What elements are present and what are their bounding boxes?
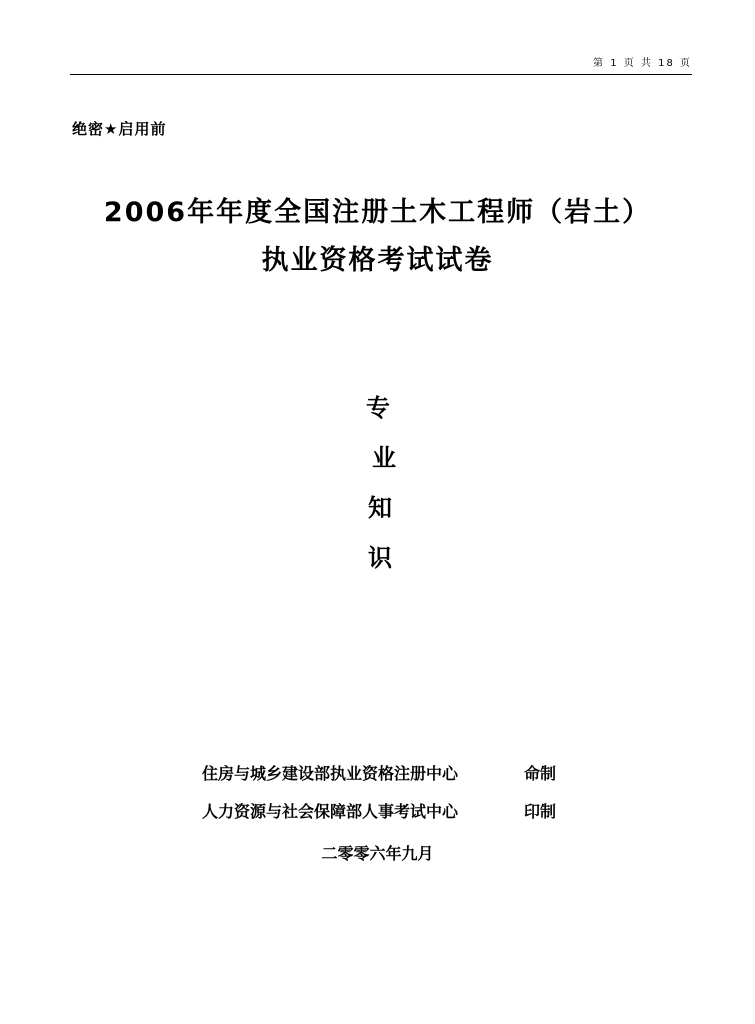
page-number: 第 1 页 共 18 页 bbox=[593, 58, 692, 69]
document-title-line-1: 2006年年度全国注册土木工程师（岩土） bbox=[103, 197, 652, 228]
page-header bbox=[70, 52, 692, 75]
issuer-name-1: 住房与城乡建设部执业资格注册中心 bbox=[202, 764, 459, 783]
classification-label: 绝密★启用前 bbox=[72, 120, 167, 138]
subject-char-4: 识 bbox=[368, 544, 392, 572]
issuer-name-2: 人力资源与社会保障部人事考试中心 bbox=[202, 802, 459, 821]
subject-char-2: 业 bbox=[372, 444, 396, 472]
issuer-role-2: 印制 bbox=[524, 802, 557, 821]
subject-char-1: 专 bbox=[366, 394, 390, 422]
issuer-role-1: 命制 bbox=[524, 764, 557, 783]
document-title-line-2: 执业资格考试试卷 bbox=[261, 245, 494, 276]
subject-char-3: 知 bbox=[368, 494, 392, 522]
issue-date: 二零零六年九月 bbox=[321, 844, 434, 863]
